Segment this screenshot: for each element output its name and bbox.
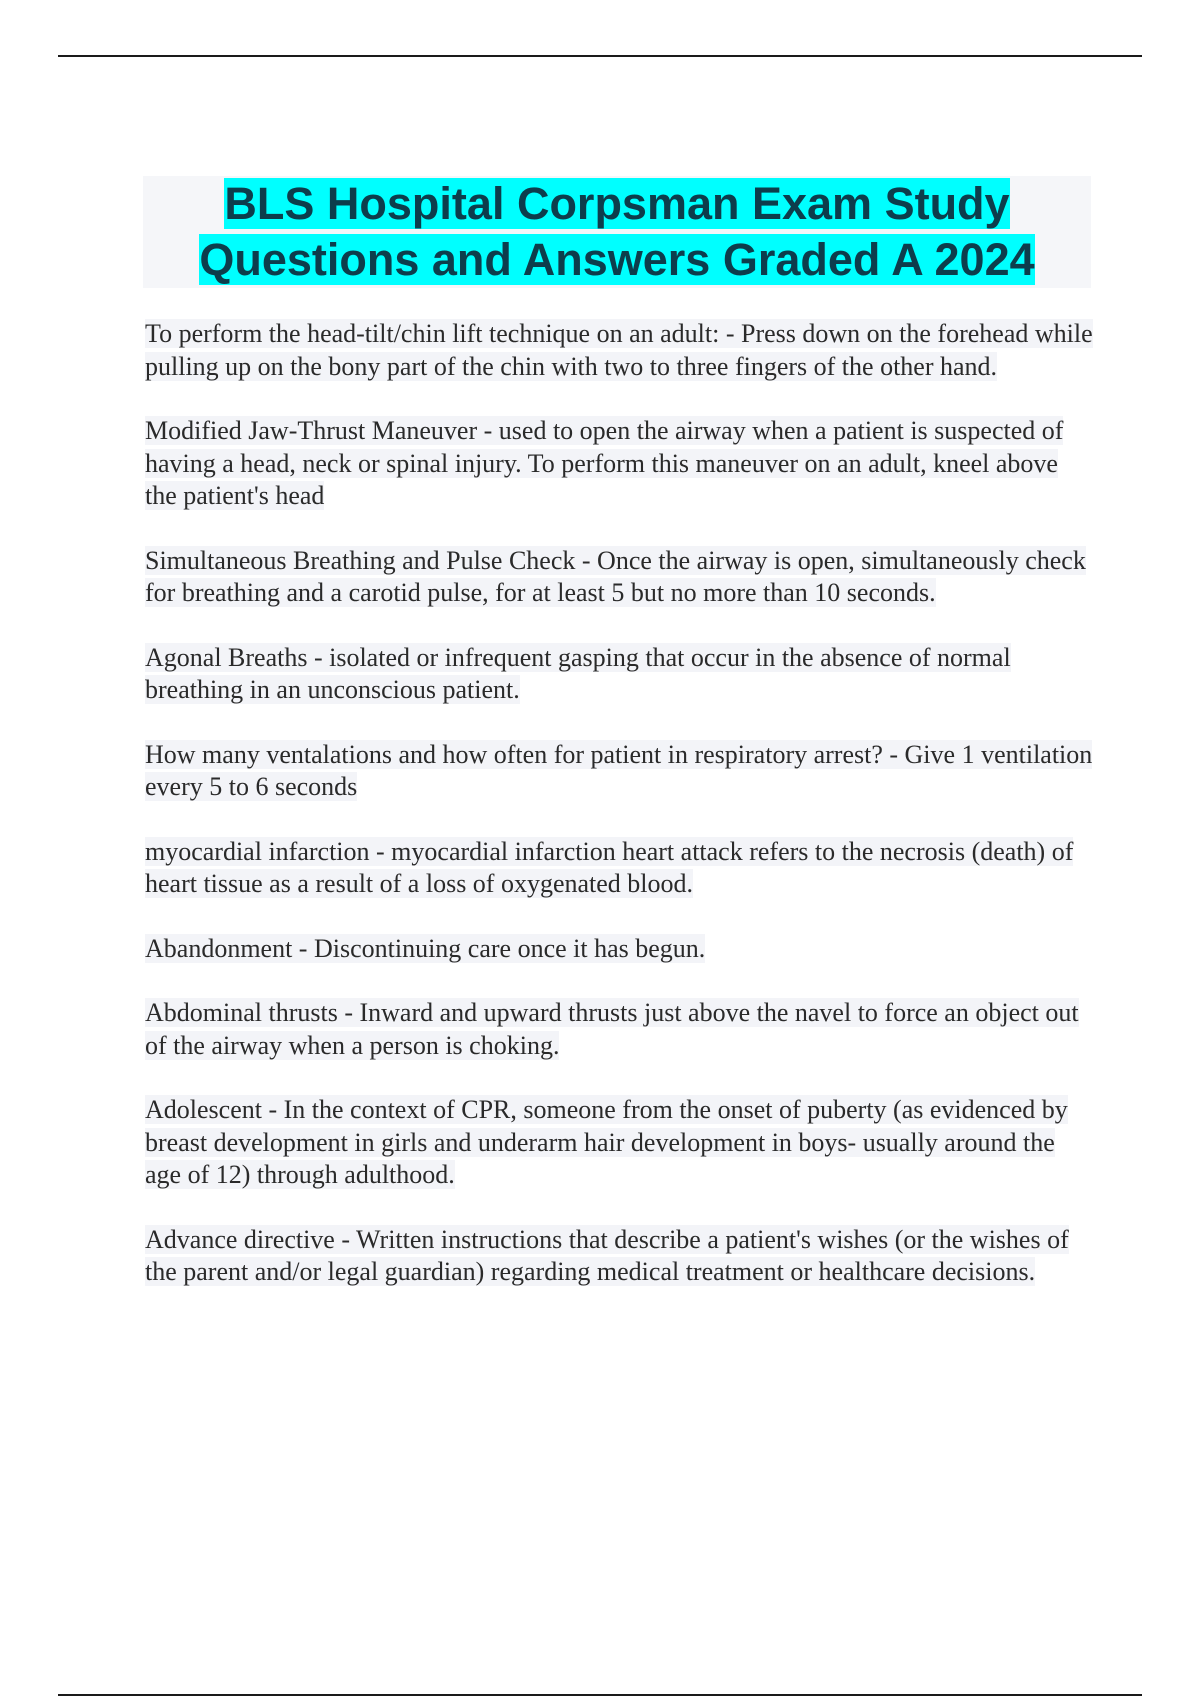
qa-entry xyxy=(145,415,1095,513)
qa-entry-text: How many ventalations and how often for patient in respiratory arrest? - Give 1 ventilation every 5 to 6 seconds xyxy=(145,739,1093,801)
page-title-text: BLS Hospital Corpsman Exam Study Questions and Answers Graded A 2024 xyxy=(199,178,1035,285)
qa-entry-text: Advance directive - Written instructions that describe a patient's wishes (or the wishes of the parent and/or legal guardian) regarding medical treatment or healthcare decisions. xyxy=(145,1224,1069,1286)
qa-entry xyxy=(145,997,1095,1062)
bottom-rule xyxy=(58,1694,1142,1696)
qa-entry xyxy=(145,836,1095,901)
qa-entry-text: Abdominal thrusts - Inward and upward thrusts just above the navel to force an object out of the airway when a person is choking. xyxy=(145,998,1079,1060)
qa-entry-text: Adolescent - In the context of CPR, someone from the onset of puberty (as evidenced by breast development in girls and underarm hair development in boys- usually around the age of 12) through adulthood. xyxy=(145,1095,1068,1189)
qa-entry xyxy=(145,318,1095,383)
qa-entry xyxy=(145,545,1095,610)
title-block xyxy=(143,176,1091,288)
qa-entry xyxy=(145,739,1095,804)
qa-entry-text: Agonal Breaths - isolated or infrequent gasping that occur in the absence of normal breathing in an unconscious patient. xyxy=(145,642,1011,704)
top-rule xyxy=(58,55,1142,57)
qa-entry-text: myocardial infarction - myocardial infarction heart attack refers to the necrosis (death) of heart tissue as a result of a loss of oxygenated blood. xyxy=(145,836,1074,898)
qa-entry-text: Modified Jaw-Thrust Maneuver - used to open the airway when a patient is suspected of having a head, neck or spinal injury. To perform this maneuver on an adult, kneel above the patient's head xyxy=(145,416,1064,510)
qa-entry-text: Simultaneous Breathing and Pulse Check - Once the airway is open, simultaneously check for breathing and a carotid pulse, for at least 5 but no more than 10 seconds. xyxy=(145,545,1086,607)
page-title xyxy=(143,176,1091,288)
qa-entry xyxy=(145,1094,1095,1192)
qa-list xyxy=(145,318,1095,1321)
qa-entry xyxy=(145,642,1095,707)
qa-entry-text: Abandonment - Discontinuing care once it has begun. xyxy=(145,933,706,963)
qa-entry xyxy=(145,1224,1095,1289)
qa-entry xyxy=(145,933,1095,966)
qa-entry-text: To perform the head-tilt/chin lift technique on an adult: - Press down on the forehead while pulling up on the bony part of the chin with two to three fingers of the other hand. xyxy=(145,319,1093,381)
